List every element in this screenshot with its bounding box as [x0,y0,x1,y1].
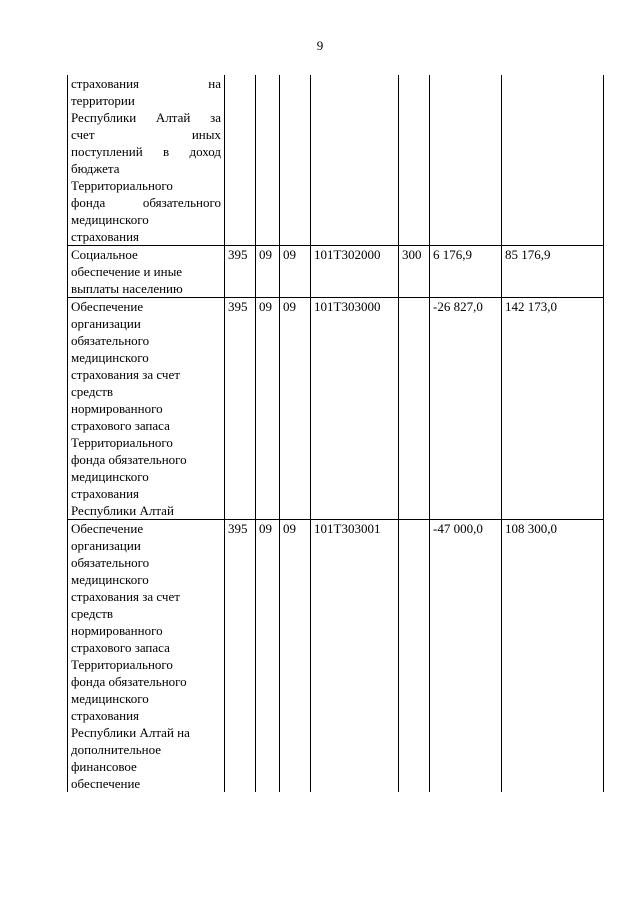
table-row [68,298,604,520]
cell-grbs: 395 [225,246,256,298]
row-name-line: бюджета [71,161,120,176]
table-row [68,246,604,298]
cell-amount: -47 000,0 [430,520,502,793]
row-name-line: дополнительное [71,742,162,757]
row-name-line: обеспечение [71,776,141,791]
cell-grbs: 395 [225,520,256,793]
row-name-cell [68,246,225,298]
row-name-line: обязательного [71,555,150,570]
cell-grbs [225,75,256,246]
row-name-line: медицинского [71,350,149,365]
cell-vr: 300 [399,246,430,298]
row-name-line: обеспечение и иные [71,264,183,279]
cell-total [502,75,604,246]
row-name-line: страхования за счет [71,367,180,382]
row-name-line: медицинского [71,572,149,587]
cell-vr [399,75,430,246]
row-name-line: фонда обязательного [71,452,187,467]
cell-total: 85 176,9 [502,246,604,298]
row-name-line: финансовое [71,759,137,774]
row-name-line: поступлений в доход [71,144,221,159]
row-name-cell [68,298,225,520]
row-name-line: средств [71,384,114,399]
cell-pr: 09 [280,246,311,298]
row-name-line: страхового запаса [71,640,170,655]
row-name-line: Республики Алтай [71,503,174,518]
row-name-line: медицинского [71,212,149,227]
row-name-line: нормированного [71,401,163,416]
row-name-line: страхования на [71,76,221,91]
cell-grbs: 395 [225,298,256,520]
row-name-line: фонда обязательного [71,195,221,210]
cell-rz: 09 [256,298,280,520]
row-name-cell [68,520,225,793]
cell-vr [399,520,430,793]
cell-total: 142 173,0 [502,298,604,520]
page-number: 9 [316,38,324,53]
cell-amount [430,75,502,246]
row-name-line: выплаты населению [71,281,183,296]
cell-amount: 6 176,9 [430,246,502,298]
row-name-line: фонда обязательного [71,674,187,689]
row-name-line: страхового запаса [71,418,170,433]
row-name-line: Территориального [71,178,173,193]
row-name-line: Республики Алтай на [71,725,190,740]
row-name-line: нормированного [71,623,163,638]
row-name-line: организации [71,316,141,331]
cell-total: 108 300,0 [502,520,604,793]
row-name-line: Обеспечение [71,521,144,536]
row-name-line: обязательного [71,333,150,348]
row-name-line: страхования [71,229,140,244]
table-row [68,75,604,246]
cell-vr [399,298,430,520]
row-name-line: страхования [71,708,140,723]
row-name-line: средств [71,606,114,621]
cell-amount: -26 827,0 [430,298,502,520]
row-name-line: страхования [71,486,140,501]
row-name-line: Территориального [71,657,173,672]
row-name-line: территории [71,93,135,108]
row-name-line: медицинского [71,691,149,706]
cell-rz [256,75,280,246]
row-name-line: Территориального [71,435,173,450]
row-name-line: страхования за счет [71,589,180,604]
row-name-cell [68,75,225,246]
cell-pr: 09 [280,298,311,520]
row-name-line: Обеспечение [71,299,144,314]
row-name-line: Социальное [71,247,138,262]
table-row [68,520,604,793]
budget-table [67,75,604,792]
cell-pr [280,75,311,246]
row-name-line: Республики Алтай за [71,110,221,125]
cell-csr: 101Т303001 [311,520,399,793]
cell-csr [311,75,399,246]
cell-csr: 101Т302000 [311,246,399,298]
cell-pr: 09 [280,520,311,793]
cell-rz: 09 [256,246,280,298]
cell-csr: 101Т303000 [311,298,399,520]
table-body [68,75,604,792]
row-name-line: счет иных [71,127,221,142]
row-name-line: медицинского [71,469,149,484]
row-name-line: организации [71,538,141,553]
cell-rz: 09 [256,520,280,793]
